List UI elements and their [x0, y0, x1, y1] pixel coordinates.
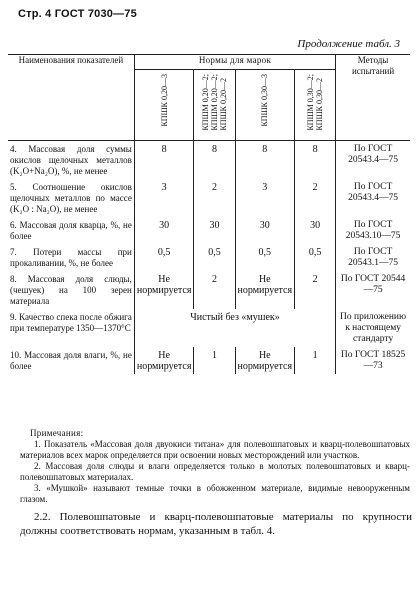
- norm-value: Не нормируется: [134, 271, 194, 309]
- norm-value: 30: [134, 217, 194, 244]
- grade-header-1: КПШК 0,20—3: [134, 70, 194, 141]
- norm-value: 8: [235, 141, 295, 180]
- test-method: По ГОСТ 20543.4—75: [336, 141, 410, 180]
- norm-value: 2: [194, 179, 235, 217]
- norm-value: 3: [235, 179, 295, 217]
- norms-table: [8, 54, 410, 374]
- indicator-name: 9. Качество спека после обжига при температуре 1350—1370°С: [8, 309, 134, 347]
- norm-value: 3: [134, 179, 194, 217]
- methods-column-header: Методы испытаний: [336, 55, 410, 141]
- test-method: По ГОСТ 20543.4—75: [336, 179, 410, 217]
- grade-header-2: КПШМ 0,20—2;КПШМ 0,20—2;КПШК 0,20—2: [194, 70, 235, 141]
- norm-value: 8: [295, 141, 336, 180]
- test-method: По ГОСТ 20544—75: [336, 271, 410, 309]
- test-method: По ГОСТ 20543.1—75: [336, 244, 410, 271]
- note-item: 2. Массовая доля слюды и влаги определяется только в молотых полевошпатовых и кварц-полевошпатовых материалах.: [20, 461, 410, 482]
- norm-value: 30: [235, 217, 295, 244]
- paragraph-text: 2.2. Полевошпатовые и кварц-полевошпатовые материалы по крупности должны соответствовать нормам, указанным в табл. 4.: [20, 511, 412, 537]
- notes-title: Примечания:: [30, 428, 84, 438]
- body-paragraph: [20, 510, 412, 538]
- indicator-name: 8. Массовая доля слюды, (чешуек) на 100 зерен материала: [8, 271, 134, 309]
- note-item: 1. Показатель «Массовая доля двуокиси титана» для полевошпатовых и кварц-полевошпатовых материалов всех марок определяется при освоении новых месторождений или участков.: [20, 439, 410, 460]
- norm-value: 2: [295, 179, 336, 217]
- norm-value: 0,5: [295, 244, 336, 271]
- norm-value: 0,5: [134, 244, 194, 271]
- norm-value: 0,5: [194, 244, 235, 271]
- indicators-column-header: Наименования показателей: [8, 55, 134, 141]
- norm-value: 1: [194, 347, 235, 374]
- test-method: По ГОСТ 18525—73: [336, 347, 410, 374]
- table-row: [8, 347, 410, 374]
- norm-value: 2: [295, 271, 336, 309]
- indicator-name: 6. Массовая доля кварца, %, не более: [8, 217, 134, 244]
- table-row: [8, 271, 410, 309]
- test-method: По приложению к настоящему стандарту: [336, 309, 410, 347]
- norm-value: 30: [295, 217, 336, 244]
- grade-header-3: КПШК 0,30—3: [235, 70, 295, 141]
- indicator-name: 4. Массовая доля суммы окислов щелочных металлов (K₂O+Na₂O), %, не менее: [8, 141, 134, 180]
- indicator-name: 10. Массовая доля влаги, %, не более: [8, 347, 134, 374]
- grade-header-4: КПШМ 0,30—2;КПШК 0,30—2: [295, 70, 336, 141]
- table-row: [8, 179, 410, 217]
- norms-group-header: Нормы для марок: [134, 55, 335, 70]
- norm-value: 8: [194, 141, 235, 180]
- table-row: [8, 217, 410, 244]
- table-row: [8, 244, 410, 271]
- table-row: [8, 141, 410, 180]
- norm-value: 0,5: [235, 244, 295, 271]
- indicator-name: 7. Потери массы при прокаливании, %, не более: [8, 244, 134, 271]
- norm-value: Не нормируется: [235, 347, 295, 374]
- norm-value: Не нормируется: [134, 347, 194, 374]
- note-item: 3. «Мушкой» называют темные точки в обожженном материале, видимые невооруженным глазом.: [20, 483, 410, 504]
- indicator-name: 5. Соотношение окислов щелочных металлов по массе (K₂O : Na₂O), не менее: [8, 179, 134, 217]
- norm-value: Не нормируется: [235, 271, 295, 309]
- table-row: [8, 309, 410, 347]
- table-continuation-label: Продолжение табл. 3: [297, 38, 400, 50]
- norm-value: 8: [134, 141, 194, 180]
- notes-block: [20, 428, 410, 505]
- norm-value: 1: [295, 347, 336, 374]
- page-header: Стр. 4 ГОСТ 7030—75: [18, 8, 137, 20]
- norm-value: 2: [194, 271, 235, 309]
- merged-norm-value: Чистый без «мушек»: [134, 309, 335, 347]
- norm-value: 30: [194, 217, 235, 244]
- test-method: По ГОСТ 20543.10—75: [336, 217, 410, 244]
